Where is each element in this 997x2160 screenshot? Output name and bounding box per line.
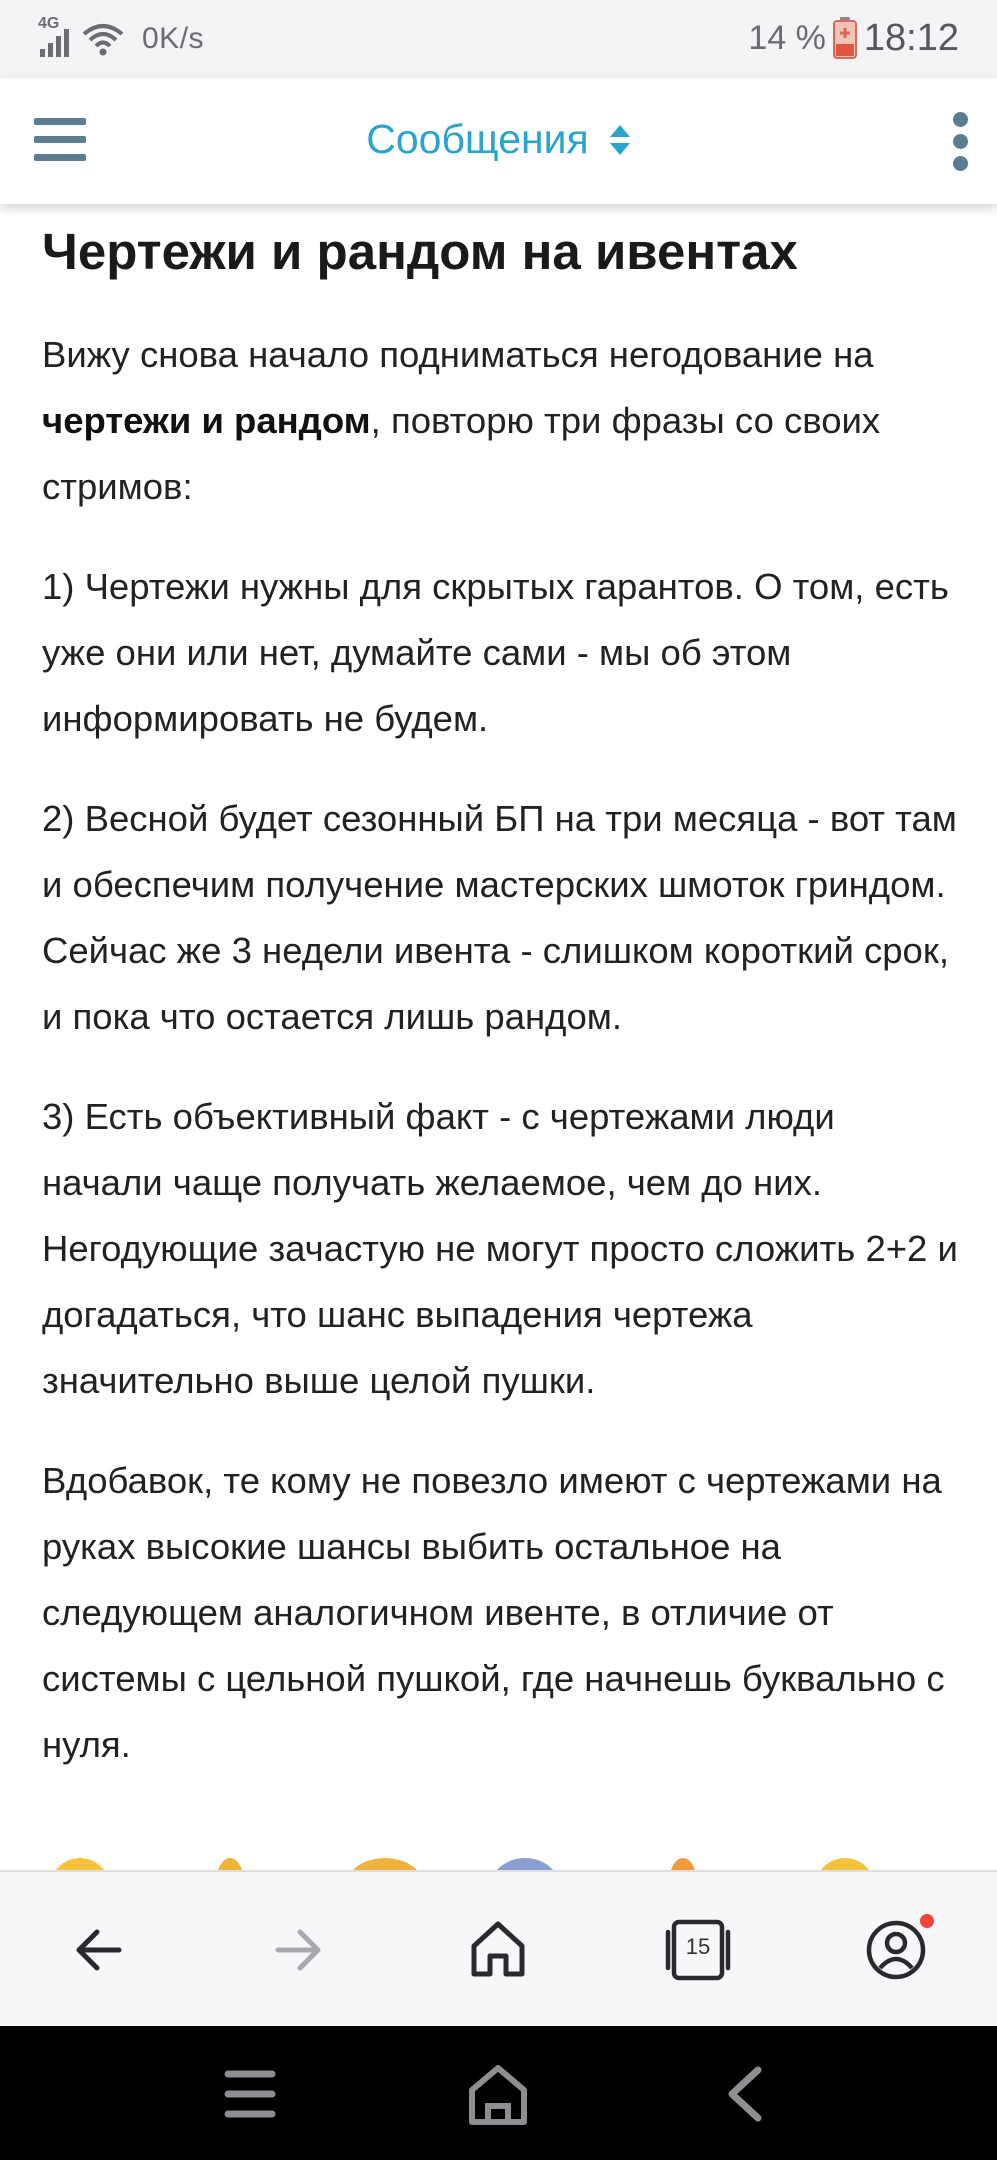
paragraph-1-bold: чертежи и рандом	[42, 400, 371, 441]
profile-icon[interactable]	[858, 1912, 934, 1988]
notification-dot	[920, 1914, 934, 1928]
status-bar	[0, 0, 997, 78]
article	[42, 220, 962, 1778]
battery-icon	[832, 16, 858, 60]
app-header	[0, 78, 997, 204]
sort-updown-icon	[609, 123, 631, 157]
paragraph-1-text-before: Вижу снова начало подниматься негодование на	[42, 334, 874, 375]
signal-icon	[38, 15, 74, 59]
recents-icon[interactable]	[210, 2060, 290, 2128]
header-title-wrap	[0, 116, 997, 166]
section-selector[interactable]	[366, 116, 631, 163]
article-paragraph-3: 2) Весной будет сезонный БП на три месяца - вот там и обеспечим получение мастерских шмоток гриндом. Сейчас же 3 недели ивента - слишком короткий срок, и пока что остается лишь рандом.	[42, 798, 957, 1037]
status-left	[38, 15, 205, 60]
clock: 18:12	[863, 16, 959, 59]
paragraph-1-text-after: , повторю три фразы со своих стримов:	[42, 400, 881, 507]
system-nav-bar	[0, 2026, 997, 2160]
article-paragraph-5: Вдобавок, те кому не повезло имеют с чертежами на руках высокие шансы выбить остальное на следующем аналогичном ивенте, в отличие от системы с цельной пушкой, где начнешь буквально с нуля.	[42, 1460, 945, 1765]
header-title: Сообщения	[366, 116, 589, 162]
system-home-icon[interactable]	[458, 2060, 538, 2128]
battery-percent: 14 %	[748, 18, 826, 57]
wifi-icon	[82, 22, 124, 56]
article-paragraph-1	[42, 322, 962, 520]
browser-toolbar	[0, 1870, 997, 2028]
network-speed: 0K/s	[142, 22, 205, 55]
more-vertical-icon[interactable]	[945, 112, 975, 172]
article-paragraph-4: 3) Есть объективный факт - с чертежами люди начали чаще получать желаемое, чем до них. Негодующие зачастую не могут просто сложить 2+2 и догадаться, что шанс выпадения чертежа значительно выше целой пушки.	[42, 1096, 958, 1401]
arrow-left-icon[interactable]	[61, 1912, 137, 1988]
arrow-right-icon[interactable]	[260, 1912, 336, 1988]
article-paragraph-2: 1) Чертежи нужны для скрытых гарантов. О том, есть уже они или нет, думайте сами - мы об этом информировать не будем.	[42, 566, 949, 739]
network-type: 4G	[38, 15, 60, 32]
system-back-icon[interactable]	[706, 2060, 786, 2128]
tabs-icon[interactable]	[660, 1912, 736, 1988]
home-icon[interactable]	[460, 1912, 536, 1988]
status-right	[748, 14, 959, 62]
tabs-count: 15	[685, 1934, 711, 1959]
article-title: Чертежи и рандом на ивентах	[42, 223, 798, 280]
